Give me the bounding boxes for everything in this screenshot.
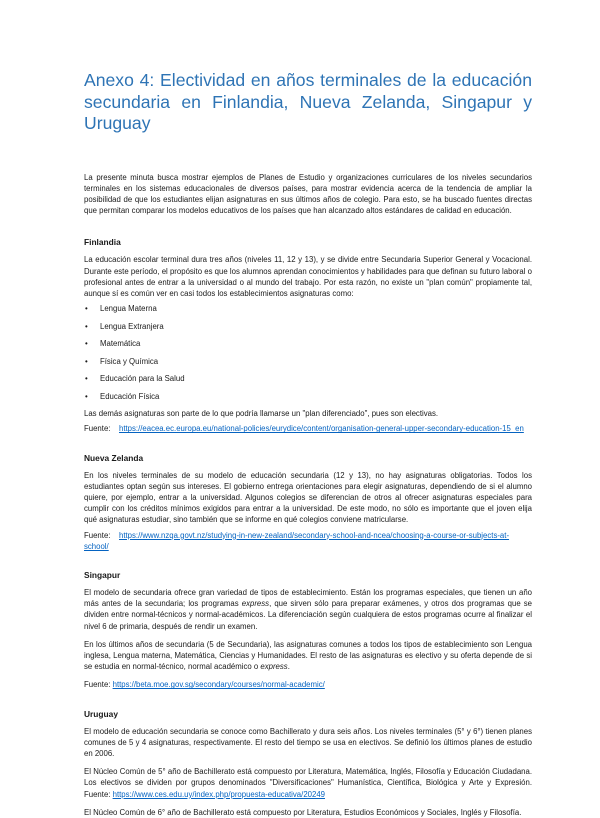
uruguay-source-link[interactable]: https://www.ces.edu.uy/index.php/propuesta-educativa/20249: [112, 789, 325, 799]
list-item: • Lengua Extranjera: [85, 321, 164, 331]
singapur-paragraph-2: En los últimos años de secundaria (5 de Secundaria), las asignaturas comunes a todos los tipos de establecimiento son Lengua inglesa, Lengua materna, Matemática, Ciencias y Humanidades. El resto de las asignaturas es electivo y su oferta depende de si se estudia en normal-técnico, normal académico o express.: [84, 639, 532, 672]
finlandia-subject-list: [84, 303, 532, 402]
finlandia-source: Fuente: https://eacea.ec.europa.eu/national-policies/eurydice/content/organisation-general-upper-secondary-education-15_en: [84, 424, 524, 434]
list-item: • Lengua Materna: [85, 304, 157, 314]
finlandia-source-link[interactable]: https://eacea.ec.europa.eu/national-policies/eurydice/content/organisation-general-upper-secondary-education-15_en: [119, 424, 524, 434]
intro-paragraph: La presente minuta busca mostrar ejemplos de Planes de Estudio y organizaciones curriculares de los niveles secundarios terminales en los sistemas educacionales de diversos países, para mostrar evidencia acerca de la tendencia de ampliar la posibilidad de que los estudiantes elijan asignaturas en sus últimos años de colegio. Para esto, se ha buscado fuentes directas que permitan comparar los modelos educativos de los países que han alcanzado altos estándares de calidad en educación.: [84, 172, 532, 216]
heading-finlandia: Finlandia: [84, 237, 121, 248]
list-item: • Matemática: [85, 339, 141, 349]
nueva-zelanda-source-link[interactable]: https://www.nzqa.govt.nz/studying-in-new-zealand/secondary-school-and-ncea/choosing-a-course-or-subjects-at-school/: [84, 530, 510, 551]
uruguay-paragraph-2: El Núcleo Común de 5° año de Bachillerato está compuesto por Literatura, Matemática, Inglés, Filosofía y Educación Ciudadana. Los electivos se dividen por grupos denominados "Diversificaciones" Humanística, Científica, Biológica y Arte y Expresión. Fuente: https://www.ces.edu.uy/index.php/propuesta-educativa/20249: [84, 767, 532, 799]
finlandia-paragraph-1: La educación escolar terminal dura tres años (niveles 11, 12 y 13), y se divide entre Secundaria Superior General y Vocacional. Durante este período, el propósito es que los alumnos aprendan conocimientos y habilidades para que definan su futuro laboral o profesional antes de entrar a la universidad o al mundo del trabajo. Por esta razón, no existe un "plan común" propiamente tal, aunque sí es común ver en casi todos los establecimientos asignaturas como:: [84, 255, 532, 298]
finlandia-paragraph-2: Las demás asignaturas son parte de lo que podría llamarse un "plan diferenciado", pues son electivas.: [84, 409, 439, 419]
section-finlandia: [84, 237, 532, 434]
uruguay-paragraph-1: El modelo de educación secundaria se conoce como Bachillerato y dura seis años. Los niveles terminales (5° y 6°) tienen planes comunes de 5 y 4 asignaturas, respectivamente. El resto del tiempo se usa en electivos. Se definió los últimos planes de estudio en 2006.: [84, 726, 532, 758]
heading-uruguay: Uruguay: [84, 708, 118, 719]
singapur-source-link[interactable]: https://beta.moe.gov.sg/secondary/courses/normal-academic/: [112, 680, 325, 690]
list-item: • Educación para la Salud: [85, 374, 185, 384]
list-item: • Física y Química: [85, 356, 159, 366]
section-nueva-zelanda: [84, 453, 532, 552]
page-title: Anexo 4: Electividad en años terminales de la educación secundaria en Finlandia, Nueva Zelanda, Singapur y Uruguay: [84, 70, 532, 133]
singapur-paragraph-1: El modelo de secundaria ofrece gran variedad de tipos de establecimiento. Están los programas especiales, que tienen un año más antes de la secundaria; los programas express, que sirven sólo para preparar exámenes, y otros dos programas que se dividen entre normal-técnicos y normal-académicos. La diferenciación según cualquiera de estos programas ocurre al finalizar el nivel 6 de primaria, después de rendir un examen.: [84, 587, 532, 631]
uruguay-paragraph-3: El Núcleo Común de 6° año de Bachillerato está compuesto por Literatura, Estudios Económicos y Sociales, Inglés y Filosofía.: [84, 807, 522, 817]
list-item: • Educación Física: [85, 391, 160, 401]
nueva-zelanda-paragraph-1: En los niveles terminales de su modelo de educación secundaria (12 y 13), no hay asignaturas obligatorias. Todos los estudiantes optan según sus intereses. El gobierno entrega orientaciones para elegir asignaturas, dependiendo de si el alumno quiere, por ejemplo, entrar a la universidad. Algunos colegios se diferencian de otros al ofrecer asignaturas especiales para cumplir con los créditos mínimos exigidos para entrar a la universidad. De este modo, no sólo es importante que el joven elija qué asignaturas estudiar, sino también que se informe en qué colegios conviene matricularse.: [84, 470, 532, 525]
section-uruguay: [84, 709, 532, 818]
nueva-zelanda-source: Fuente: https://www.nzqa.govt.nz/studying-in-new-zealand/secondary-school-and-ncea/choosing-a-course-or-subjects-at-school/: [84, 530, 510, 551]
singapur-source: Fuente: https://beta.moe.gov.sg/secondary/courses/normal-academic/: [84, 680, 325, 690]
heading-nueva-zelanda: Nueva Zelanda: [84, 452, 144, 463]
heading-singapur: Singapur: [84, 569, 121, 580]
section-singapur: [84, 570, 532, 691]
